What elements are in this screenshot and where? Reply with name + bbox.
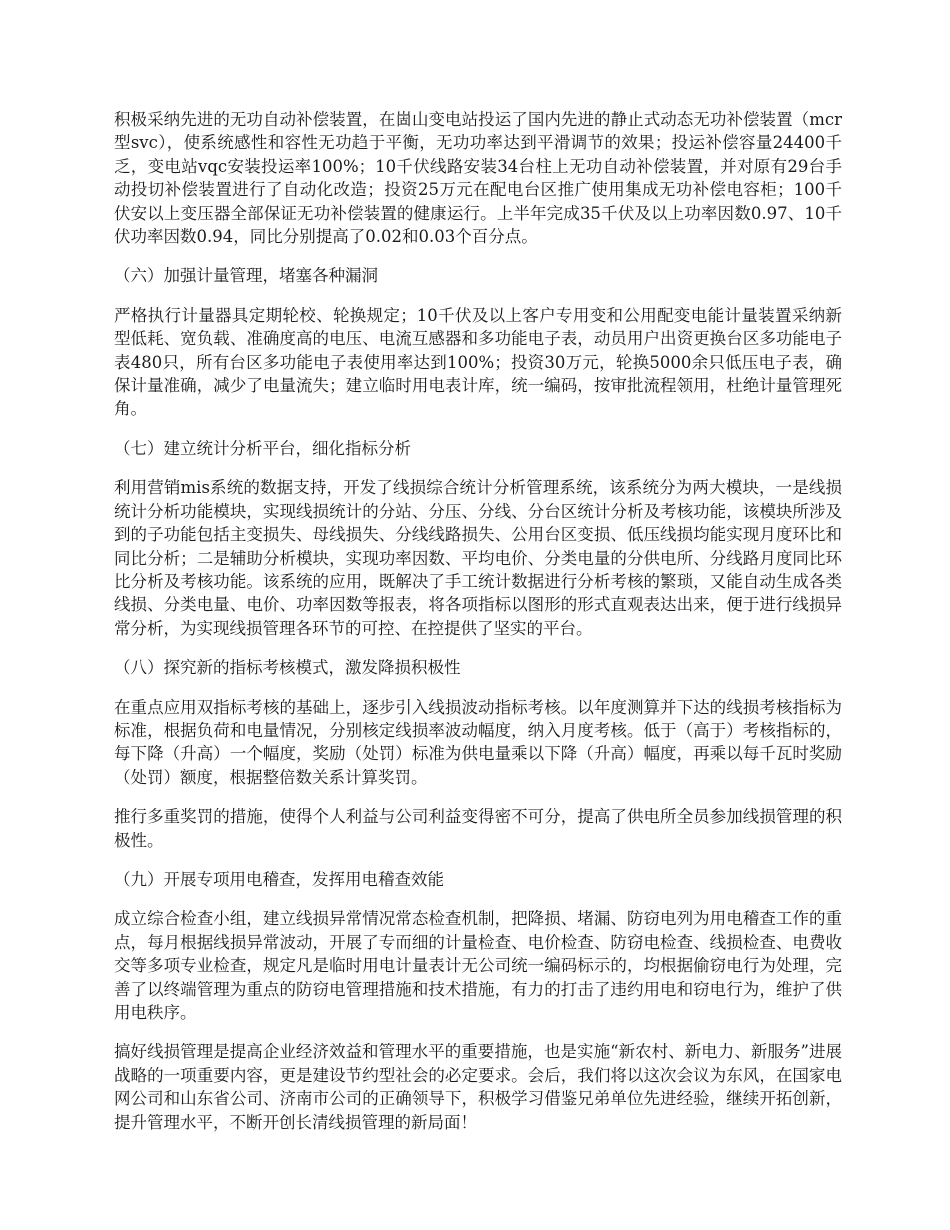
- heading-assessment: （八）探究新的指标考核模式，激发降损积极性: [114, 658, 461, 678]
- paragraph-incentives: 推行多重奖罚的措施，使得个人利益与公司利益变得密不可分，提高了供电所全员参加线损管理的积极性。: [114, 807, 842, 850]
- document-page: [114, 108, 842, 1150]
- heading-metering: （六）加强计量管理，堵塞各种漏洞: [114, 266, 378, 286]
- paragraph-reactive-compensation: 积极采纳先进的无功自动补偿装置，在崮山变电站投运了国内先进的静止式动态无功补偿装置（mcr型svc），使系统感性和容性无功趋于平衡，无功功率达到平滑调节的效果；投运补偿容量24400千乏，变电站vqc安装投运率100%；10千伏线路安装34台柱上无功自动补偿装置，并对原有29台手动投切补偿装置进行了自动化改造；投资25万元在配电台区推广使用集成无功补偿电容柜；100千伏安以上变压器全部保证无功补偿装置的健康运行。上半年完成35千伏及以上功率因数0.97、10千伏功率因数0.94，同比分别提高了0.02和0.03个百分点。: [114, 110, 842, 247]
- paragraph-assessment: 在重点应用双指标考核的基础上，逐步引入线损波动指标考核。以年度测算并下达的线损考核指标为标准，根据负荷和电量情况，分别核定线损率波动幅度，纳入月度考核。低于（高于）考核指标的，每下降（升高）一个幅度，奖励（处罚）标准为供电量乘以下降（升高）幅度，再乘以每千瓦时奖励（处罚）额度，根据整倍数关系计算奖罚。: [114, 697, 842, 787]
- paragraph-conclusion: 搞好线损管理是提高企业经济效益和管理水平的重要措施，也是实施“新农村、新电力、新服务”进展战略的一项重要内容，更是建设节约型社会的必定要求。会后，我们将以这次会议为东风，在国家电网公司和山东省公司、济南市公司的正确领导下，积极学习借鉴兄弟单位先进经验，继续开拓创新，提升管理水平，不断开创长清线损管理的新局面！: [114, 1042, 842, 1132]
- heading-inspection: （九）开展专项用电稽查，发挥用电稽查效能: [114, 869, 444, 889]
- paragraph-statistics: 利用营销mis系统的数据支持，开发了线损综合统计分析管理系统，该系统分为两大模块，一是线损统计分析功能模块，实现线损统计的分站、分压、分线、分台区统计分析及考核功能，该模块所涉及到的子功能包括主变损失、母线损失、分线线路损失、公用台区变损、低压线损均能实现月度环比和同比分析；二是辅助分析模块，实现功率因数、平均电价、分类电量的分供电所、分线路月度同比环比分析及考核功能。该系统的应用，既解决了手工统计数据进行分析考核的繁琐，又能自动生成各类线损、分类电量、电价、功率因数等报表，将各项指标以图形的形式直观表达出来，便于进行线损异常分析，为实现线损管理各环节的可控、在控提供了坚实的平台。: [114, 478, 842, 638]
- paragraph-metering: 严格执行计量器具定期轮校、轮换规定；10千伏及以上客户专用变和公用配变电能计量装置采纳新型低耗、宽负载、准确度高的电压、电流互感器和多功能电子表，动员用户出资更换台区多功能电子表480只，所有台区多功能电子表使用率达到100%；投资30万元，轮换5000余只低压电子表，确保计量准确，减少了电量流失；建立临时用电表计库，统一编码，按审批流程领用，杜绝计量管理死角。: [114, 305, 842, 419]
- paragraph-inspection: 成立综合检查小组，建立线损异常情况常态检查机制，把降损、堵漏、防窃电列为用电稽查工作的重点，每月根据线损异常波动，开展了专而细的计量检查、电价检查、防窃电检查、线损检查、电费收交等多项专业检查，规定凡是临时用电计量表计无公司统一编码标示的，均根据偷窃电行为处理，完善了以终端管理为重点的防窃电管理措施和技术措施，有力的打击了违约用电和窃电行为，维护了供用电秩序。: [114, 909, 842, 1022]
- heading-statistics: （七）建立统计分析平台，细化指标分析: [114, 438, 411, 458]
